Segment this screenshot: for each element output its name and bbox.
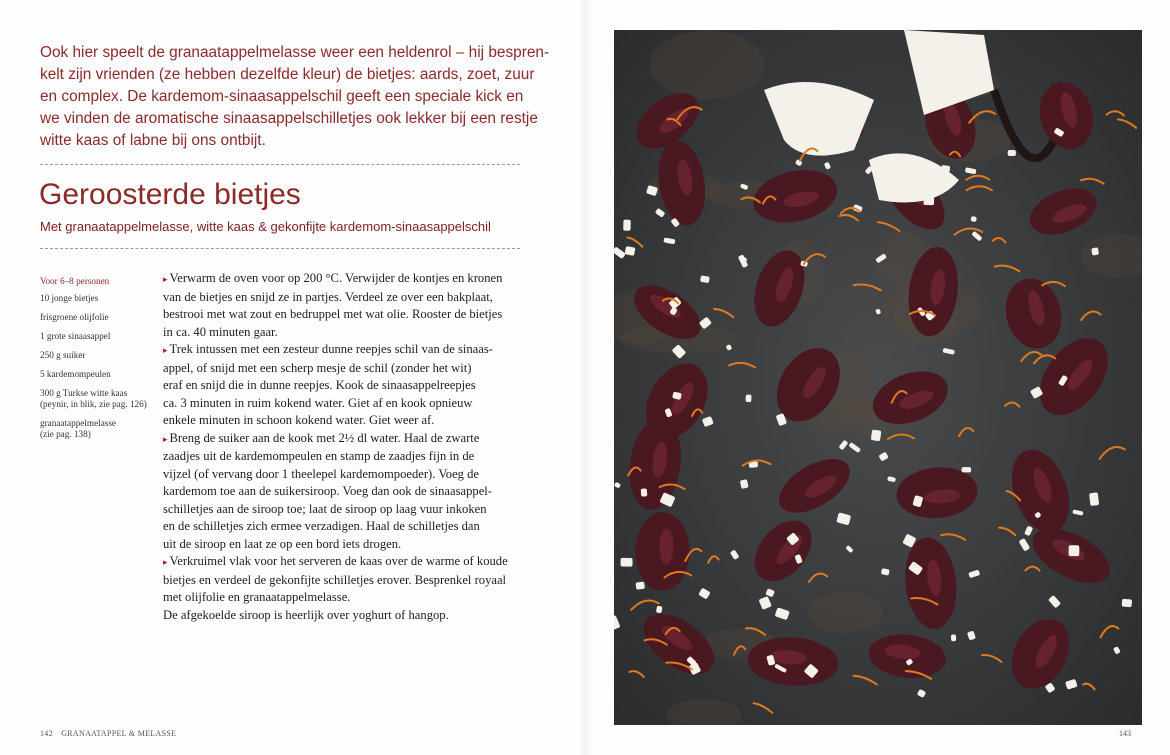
- method-line: [163, 553, 533, 572]
- ingredient-text: 250 g suiker: [40, 350, 86, 360]
- method-line-text: en de schilletjes zich ermee verzadigen. Haal de schilletjes dan: [163, 519, 480, 533]
- cheese-crumb: [1122, 599, 1133, 608]
- method-line: [163, 589, 533, 607]
- method-line-text: ca. 3 minuten in ruim kokend water. Giet af en kook opnieuw: [163, 395, 473, 410]
- ingredient-item: [40, 388, 155, 410]
- ingredients-list: [40, 276, 155, 448]
- method-line: [163, 607, 533, 625]
- method-line: [163, 395, 533, 413]
- method-line-text: Trek intussen met een zesteur dunne reepjes schil van de sinaas-: [169, 342, 493, 356]
- method-line: [163, 341, 533, 360]
- cheese-crumb: [621, 558, 633, 567]
- recipe-subtitle: Met granaatappelmelasse, witte kaas & gekonfijte kardemom-sinaasappelschil: [40, 219, 491, 234]
- method-line-text: Verkruimel vlak voor het serveren de kaas over de warme of koude: [169, 554, 508, 568]
- method-line-text: Breng de suiker aan de kook met 2½ dl water. Haal de zwarte: [169, 430, 480, 445]
- method-line: [163, 306, 533, 324]
- ingredient-item: [40, 293, 155, 304]
- method-line: [163, 501, 533, 519]
- ingredient-item: [40, 312, 155, 323]
- intro-paragraph: [40, 42, 550, 152]
- ingredient-text: 1 grote sinaasappel: [40, 331, 111, 341]
- method-line: [163, 360, 533, 378]
- method-line-text: eraf en snijd die in dunne reepjes. Kook de sinaasappelreepjes: [163, 378, 476, 392]
- method-line-text: met olijfolie en granaatappelmelasse.: [163, 590, 351, 604]
- ingredient-item: [40, 350, 155, 361]
- method-line: [163, 324, 533, 342]
- method-line-text: vijzel (of vervang door 1 theelepel kardemompoeder). Voeg de: [163, 466, 480, 481]
- cheese-crumb: [635, 582, 644, 590]
- intro-line: Ook hier speelt de granaatappelmelasse weer een heldenrol – hij bespren-: [40, 44, 550, 61]
- ingredient-note: (peynir, in blik, zie pag. 126): [40, 399, 147, 409]
- method-line-text: enkele minuten in schoon kokend water. Giet weer af.: [163, 413, 435, 427]
- roasted-beets-illustration: [614, 30, 1142, 725]
- intro-line: en complex. De kardemom-sinaasappelschil geeft een speciale kick en: [40, 88, 524, 105]
- tray-stain: [808, 592, 884, 634]
- method-line: [163, 466, 533, 484]
- ingredient-item: [40, 369, 155, 380]
- dashed-divider: [40, 164, 520, 165]
- method-line-text: van de bietjes en snijd ze in partjes. Verdeel ze over een bakplaat,: [163, 289, 493, 304]
- page-number: 143: [1119, 729, 1131, 738]
- method-line-text: bietjes en verdeel de gekonfijte schilletjes erover. Besprenkel royaal: [163, 572, 507, 587]
- recipe-photo: [614, 30, 1142, 725]
- cheese-crumb: [941, 165, 950, 173]
- method-line-text: in ca. 40 minuten gaar.: [163, 324, 278, 339]
- cheese-crumb: [1089, 492, 1099, 506]
- intro-line: we vinden de aromatische sinaasappelschilletjes ook lekker bij een restje: [40, 110, 538, 127]
- cheese-crumb: [746, 394, 752, 402]
- method-line: [163, 430, 533, 449]
- ingredient-text: 5 kardemompeulen: [40, 369, 111, 379]
- method-line-text: uit de siroop en laat ze op een bord iets drogen.: [163, 536, 402, 551]
- running-head-amp: &: [128, 729, 136, 738]
- cheese-crumb: [924, 196, 935, 205]
- ingredient-text: granaatappelmelasse: [40, 418, 117, 428]
- cheese-crumb: [641, 488, 648, 496]
- step-arrow-icon: ▸: [163, 274, 168, 284]
- cheese-crumb: [1069, 545, 1080, 556]
- method-line-text: kardemom toe aan de suikersiroop. Voeg dan ook de sinaasappel-: [163, 484, 492, 498]
- ingredient-item: [40, 418, 155, 440]
- dashed-divider: [40, 248, 520, 249]
- running-footer-left: [40, 729, 176, 738]
- method-line: [163, 483, 533, 501]
- method-line: [163, 289, 533, 307]
- cheese-crumb: [1008, 150, 1016, 156]
- cheese-crumb: [623, 220, 631, 231]
- method-text: [163, 270, 533, 624]
- recipe-title: Geroosterde bietjes: [39, 178, 301, 211]
- method-line: [163, 377, 533, 395]
- method-line: [163, 270, 533, 289]
- step-arrow-icon: ▸: [163, 433, 168, 444]
- tray-stain: [649, 31, 764, 99]
- step-arrow-icon: ▸: [163, 345, 168, 355]
- running-head: GRANAATAPPEL: [61, 729, 127, 738]
- method-line-text: bestrooi met wat zout en bedruppel met wat olie. Rooster de bietjes: [163, 307, 503, 321]
- ingredient-text: 10 jonge bietjes: [40, 293, 99, 303]
- page-gutter: [578, 0, 592, 755]
- intro-line: kelt zijn vrienden (ze hebben dezelfde kleur) de bietjes: aards, zoet, zuur: [40, 66, 535, 83]
- servings-label: Voor 6–8 personen: [40, 276, 110, 286]
- cheese-crumb: [1091, 247, 1099, 255]
- method-line-text: zaadjes uit de kardemompeulen en stamp de zaadjes fijn in de: [163, 449, 475, 463]
- method-line: [163, 572, 533, 590]
- cheese-crumb: [871, 430, 882, 442]
- method-line: [163, 536, 533, 554]
- method-line-text: De afgekoelde siroop is heerlijk over yoghurt of hangop.: [163, 607, 449, 622]
- method-line: [163, 412, 533, 430]
- method-line-text: appel, of snijd met een scherp mesje de schil (zonder het wit): [163, 360, 472, 375]
- intro-line: witte kaas of labne bij ons ontbijt.: [40, 132, 266, 149]
- method-line-text: Verwarm de oven voor op 200 °C. Verwijder de kontjes en kronen: [169, 271, 503, 285]
- cheese-crumb: [962, 467, 972, 472]
- step-arrow-icon: ▸: [163, 557, 168, 567]
- ingredient-text: 300 g Turkse witte kaas: [40, 388, 128, 398]
- method-line-text: schilletjes aan de siroop toe; laat de siroop op laag vuur inkoken: [163, 501, 487, 516]
- page-number: 142: [40, 729, 53, 738]
- cheese-crumb: [951, 634, 956, 641]
- ingredient-text: frisgroene olijfolie: [40, 312, 109, 322]
- method-line: [163, 448, 533, 466]
- ingredient-note: (zie pag. 138): [40, 429, 91, 439]
- method-line: [163, 518, 533, 536]
- running-head: MELASSE: [137, 729, 177, 738]
- ingredient-item: [40, 331, 155, 342]
